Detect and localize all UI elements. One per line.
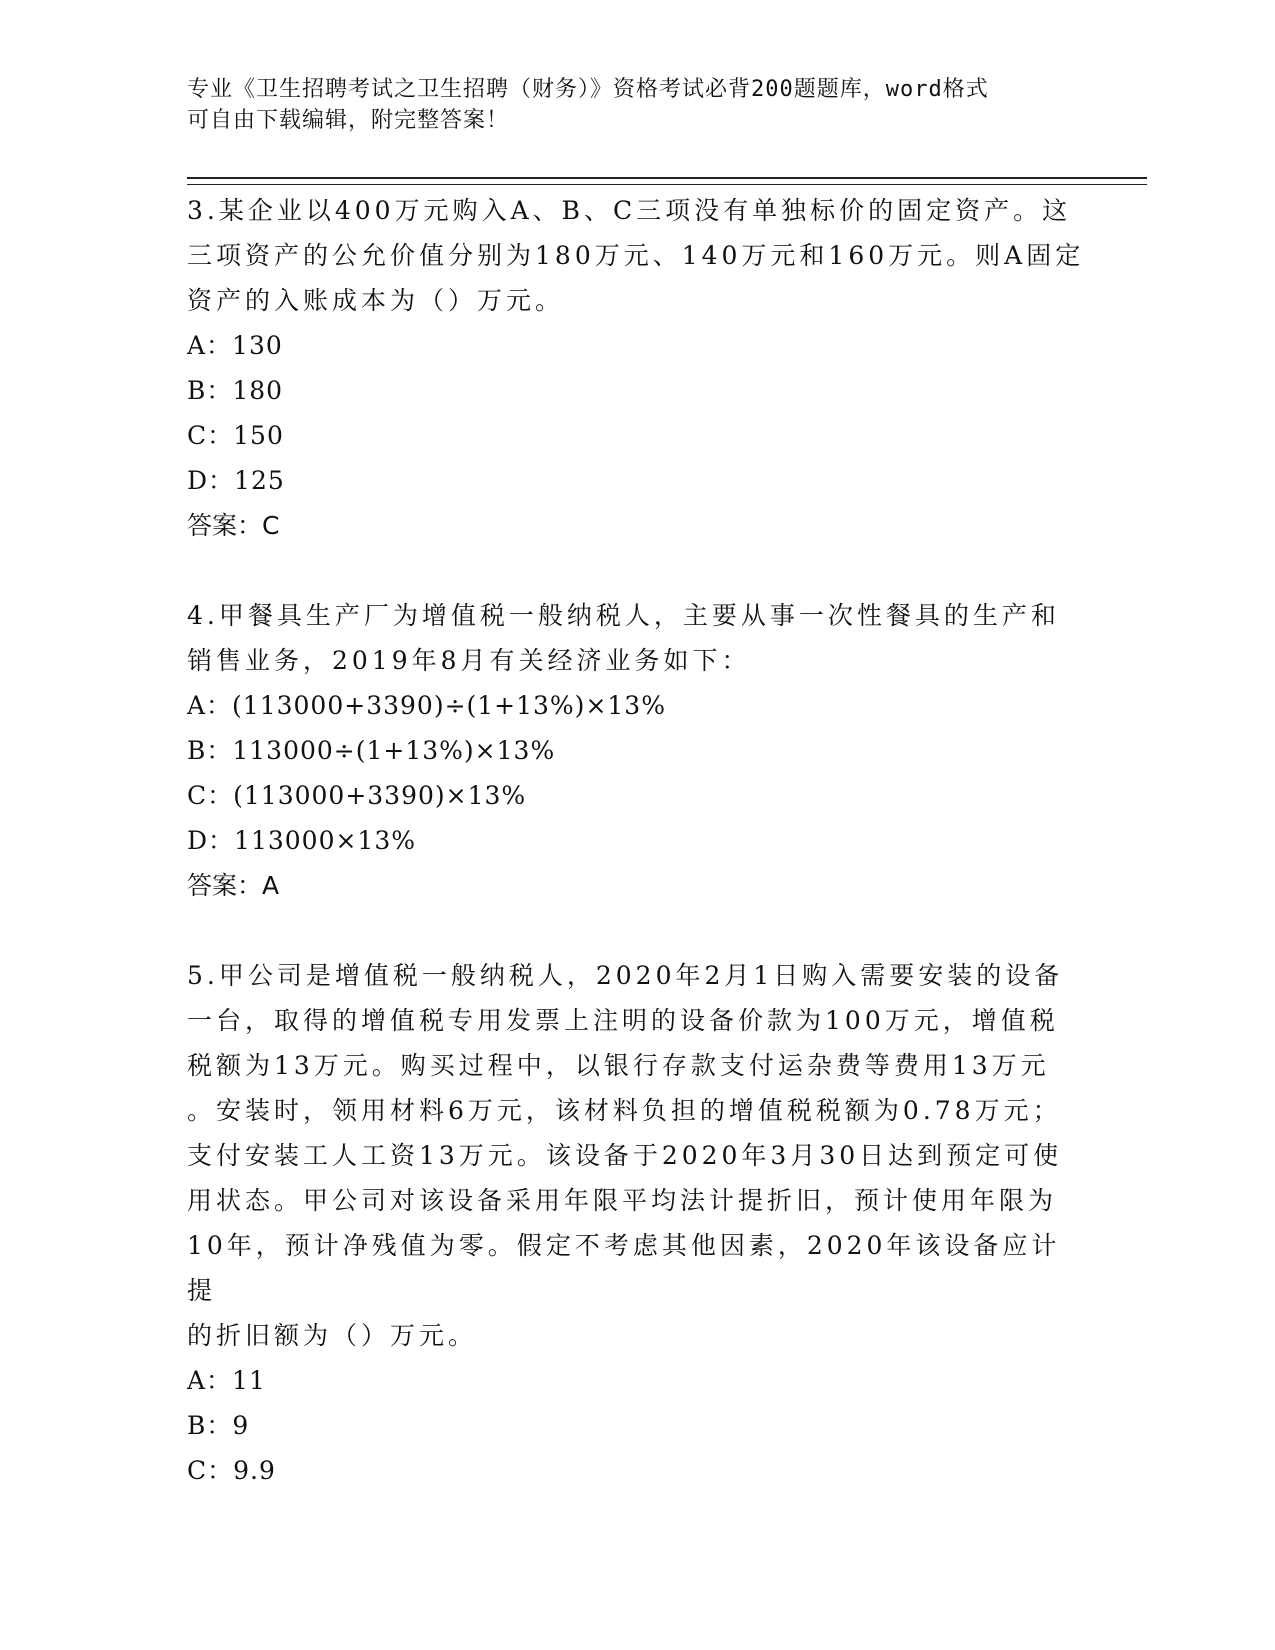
question-stem-line: 3.某企业以400万元购入A、B、C三项没有单独标价的固定资产。这 <box>187 196 1072 225</box>
option-b: B：180 <box>187 376 284 405</box>
answer-label: 答案：C <box>187 511 280 540</box>
question-stem-line: 4.甲餐具生产厂为增值税一般纳税人，主要从事一次性餐具的生产和 <box>187 601 1060 630</box>
option-b: B：9 <box>187 1411 250 1440</box>
header-line-1: 专业《卫生招聘考试之卫生招聘（财务）》资格考试必背200题题库，word格式 <box>187 77 989 102</box>
question-5 <box>187 953 1087 1493</box>
question-stem-line: 销售业务，2019年8月有关经济业务如下： <box>187 646 751 675</box>
option-a: A：11 <box>187 1366 266 1395</box>
question-spacer <box>187 548 1087 593</box>
option-d: D：125 <box>187 466 285 495</box>
option-d: D：113000×13% <box>187 826 416 855</box>
question-3 <box>187 188 1087 548</box>
question-stem-line: 税额为13万元。购买过程中，以银行存款支付运杂费等费用13万元 <box>187 1051 1050 1080</box>
question-stem-line: 支付安装工人工资13万元。该设备于2020年3月30日达到预定可使 <box>187 1141 1063 1170</box>
option-c: C：150 <box>187 421 284 450</box>
question-4 <box>187 593 1087 908</box>
option-c: C：9.9 <box>187 1456 276 1485</box>
question-stem-line: 资产的入账成本为（）万元。 <box>187 286 565 315</box>
document-header <box>187 74 1087 136</box>
question-stem-line: 10年，预计净残值为零。假定不考虑其他因素，2020年该设备应计提 <box>187 1231 1061 1305</box>
option-b: B：113000÷(1+13%)×13% <box>187 736 556 765</box>
question-spacer <box>187 908 1087 953</box>
header-divider-thin <box>187 184 1147 185</box>
header-line-2: 可自由下载编辑，附完整答案！ <box>187 108 510 133</box>
answer-label: 答案：A <box>187 871 280 900</box>
question-stem-line: 一台，取得的增值税专用发票上注明的设备价款为100万元，增值税 <box>187 1006 1059 1035</box>
question-stem-line: 5.甲公司是增值税一般纳税人，2020年2月1日购入需要安装的设备 <box>187 961 1064 990</box>
question-stem-line: 用状态。甲公司对该设备采用年限平均法计提折旧，预计使用年限为 <box>187 1186 1058 1215</box>
question-stem-line: 三项资产的公允价值分别为180万元、140万元和160万元。则A固定 <box>187 241 1085 270</box>
header-divider-thick <box>187 177 1147 179</box>
question-list <box>187 188 1087 1493</box>
option-a: A：(113000+3390)÷(1+13%)×13% <box>187 691 666 720</box>
option-a: A：130 <box>187 331 283 360</box>
option-c: C：(113000+3390)×13% <box>187 781 527 810</box>
question-stem-line: 的折旧额为（）万元。 <box>187 1321 478 1350</box>
question-stem-line: 。安装时，领用材料6万元，该材料负担的增值税税额为0.78万元； <box>187 1096 1062 1125</box>
